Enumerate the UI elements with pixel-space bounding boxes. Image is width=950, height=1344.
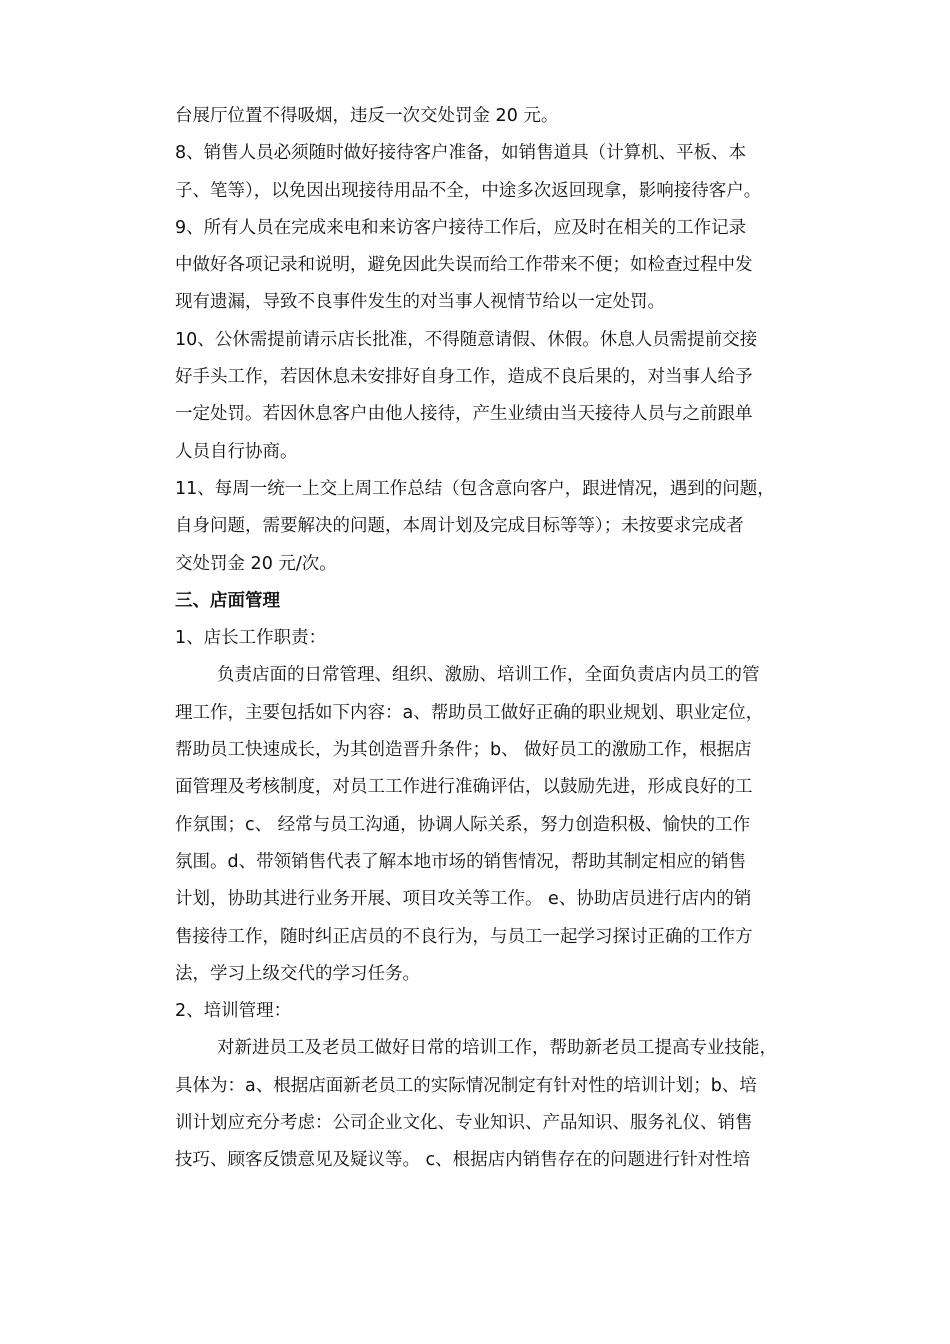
text-line: 11、每周一统一上交上周工作总结（包含意向客户，跟进情况，遇到的问题， [175, 478, 775, 499]
text-line: 氛围。d、带领销售代表了解本地市场的销售情况，帮助其制定相应的销售 [175, 851, 747, 872]
text-line: 8、销售人员必须随时做好接待客户准备，如销售道具（计算机、平板、本 [175, 143, 747, 164]
text-line: 理工作，主要包括如下内容：a、帮助员工做好正确的职业规划、职业定位， [175, 702, 764, 723]
text-line: 交处罚金 20 元/次。 [175, 553, 337, 574]
subsection-title: 2、培训管理： [175, 1001, 292, 1022]
text-line: 自身问题，需要解决的问题，本周计划及完成目标等等）；未按要求完成者 [175, 516, 744, 537]
text-line: 售接待工作，随时纠正店员的不良行为，与员工一起学习探讨正确的工作方 [175, 926, 753, 947]
text-line: 作氛围；c、 经常与员工沟通，协调人际关系，努力创造积极、愉快的工作 [175, 814, 751, 835]
text-line: 法，学习上级交代的学习任务。 [175, 963, 420, 984]
text-line: 人员自行协商。 [175, 441, 298, 462]
text-line: 技巧、顾客反馈意见及疑议等。 c、根据店内销售存在的问题进行针对性培 [175, 1150, 751, 1171]
text-line: 9、所有人员在完成来电和来访客户接待工作后，应及时在相关的工作记录 [175, 217, 747, 238]
text-line: 负责店面的日常管理、组织、激励、培训工作，全面负责店内员工的管 [217, 665, 760, 686]
text-line: 10、公休需提前请示店长批准，不得随意请假、休假。休息人员需提前交接 [175, 329, 758, 350]
text-line: 现有遗漏，导致不良事件发生的对当事人视情节给以一定处罚。 [175, 292, 665, 313]
text-line: 对新进员工及老员工做好日常的培训工作，帮助新老员工提高专业技能， [217, 1038, 777, 1059]
text-line: 好手头工作，若因休息未安排好自身工作，造成不良后果的，对当事人给予 [175, 367, 753, 388]
text-line: 帮助员工快速成长，为其创造晋升条件；b、 做好员工的激励工作，根据店 [175, 740, 752, 761]
subsection-title: 1、店长工作职责： [175, 628, 327, 649]
text-line: 训计划应充分考虑：公司企业文化、专业知识、产品知识、服务礼仪、销售 [175, 1113, 753, 1134]
text-line: 子、笔等），以免因出现接待用品不全，中途多次返回现拿，影响接待客户。 [175, 180, 762, 201]
text-line: 中做好各项记录和说明，避免因此失误而给工作带来不便；如检查过程中发 [175, 255, 753, 276]
text-line: 面管理及考核制度，对员工工作进行准确评估，以鼓励先进，形成良好的工 [175, 777, 753, 798]
text-line: 一定处罚。若因休息客户由他人接待，产生业绩由当天接待人员与之前跟单 [175, 404, 753, 425]
text-line: 台展厅位置不得吸烟，违反一次交处罚金 20 元。 [175, 106, 559, 126]
section-heading: 三、店面管理 [175, 590, 280, 611]
document-body [175, 98, 815, 1180]
text-line: 计划，协助其进行业务开展、项目攻关等工作。 e、协助店员进行店内的销 [175, 889, 752, 910]
text-line: 具体为：a、根据店面新老员工的实际情况制定有针对性的培训计划；b、培 [175, 1075, 757, 1096]
